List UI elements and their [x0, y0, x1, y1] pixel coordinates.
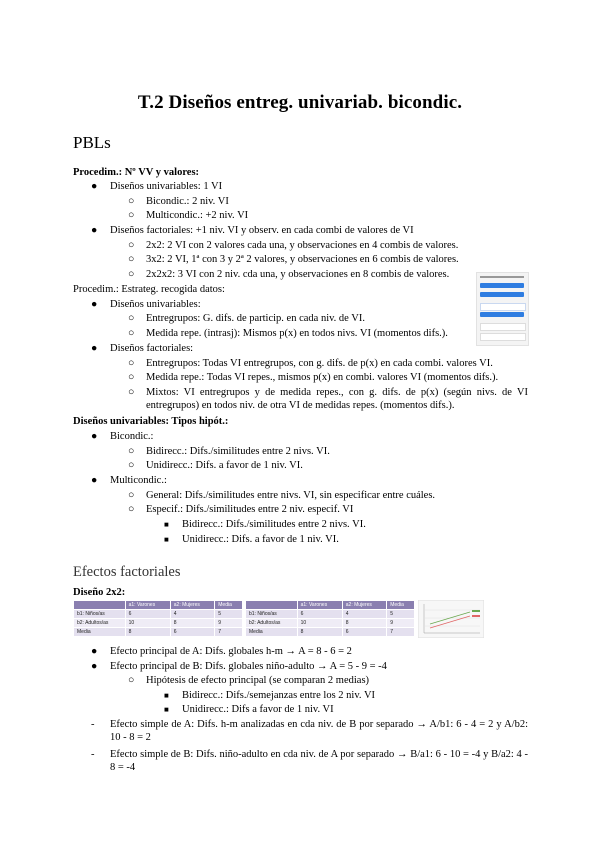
list-item: 2x2: 2 VI con 2 valores cada una, y observaciones en 4 combis de valores.: [146, 240, 459, 251]
table-cell: 8: [170, 619, 215, 628]
bullet-disc-icon: ●: [91, 299, 98, 310]
bullet-dash-icon: -: [91, 749, 95, 760]
table-cell: b2: Adultos/as: [74, 619, 126, 628]
tipos-hipot-label: Diseños univariables: Tipos hipót.:: [73, 416, 229, 427]
list-item: Bicondic.: 2 niv. VI: [146, 196, 229, 207]
bullet-circle-icon: ○: [128, 210, 135, 221]
table-cell: 7: [387, 628, 415, 637]
bullet-disc-icon: ●: [91, 431, 98, 442]
bullet-circle-icon: ○: [128, 490, 135, 501]
table-header-cell: [74, 601, 126, 610]
list-item: Unidirecc.: Difs. a favor de 1 niv. VI.: [182, 534, 339, 545]
bullet-square-icon: ■: [164, 535, 169, 544]
table-cell: 4: [342, 610, 387, 619]
table-header-cell: Media: [387, 601, 415, 610]
list-item: Bidirecc.: Difs./semejanzas entre los 2 niv. VI: [182, 690, 376, 701]
bullet-circle-icon: ○: [128, 196, 135, 207]
list-item: 3x2: 2 VI, 1ª con 3 y 2ª 2 valores, y observaciones en 6 combis de valores.: [146, 254, 459, 265]
list-item: Entregrupos: Todas VI entregrupos, con g. difs. de p(x) en cada combi. valores VI.: [146, 358, 493, 369]
table-cell: 6: [170, 628, 215, 637]
chart-thumbnail: [418, 600, 484, 638]
bullet-disc-icon: ●: [91, 343, 98, 354]
list-item: Multicondic.:: [110, 475, 167, 486]
table-header-cell: [246, 601, 298, 610]
table-cell: 9: [215, 619, 243, 628]
list-item: Bidirecc.: Difs./similitudes entre 2 nivs. VI.: [146, 446, 330, 457]
bullet-circle-icon: ○: [128, 358, 135, 369]
bullet-circle-icon: ○: [128, 372, 135, 383]
table-cell: 6: [125, 610, 170, 619]
list-item: Mixtos: VI entregrupos y de medida repes., con g. difs. de p(x) (según nivs. de VI entregrupos) en todos niv. de otra VI de medidas repes. (momentos difs.).: [146, 387, 528, 411]
table-header-cell: a2: Mujeres: [170, 601, 215, 610]
bullet-disc-icon: ●: [91, 225, 98, 236]
table-cell: 8: [342, 619, 387, 628]
list-item: Hipótesis de efecto principal (se comparan 2 medias): [146, 675, 370, 686]
list-item: Efecto principal de B: Difs. globales niño-adulto → A = 5 - 9 = -4: [110, 661, 387, 672]
list-item: Medida repe. (intrasj): Mismos p(x) en todos nivs. VI (momentos difs.).: [146, 328, 448, 339]
table-cell: 9: [387, 619, 415, 628]
table-cell: 6: [342, 628, 387, 637]
estrateg-label: Procedim.: Estrateg. recogida datos:: [73, 284, 225, 295]
bullet-circle-icon: ○: [128, 675, 135, 686]
bullet-circle-icon: ○: [128, 460, 135, 471]
page-title: T.2 Diseños entreg. univariab. bicondic.: [137, 92, 463, 113]
bullet-disc-icon: ●: [91, 475, 98, 486]
embedded-screenshot-thumbnail: [476, 272, 529, 346]
table-cell: b2: Adultos/as: [246, 619, 298, 628]
list-item: Especif.: Difs./similitudes entre 2 niv. especif. VI: [146, 504, 354, 515]
list-item: Efecto simple de A: Difs. h-m analizadas en cda niv. de B por separado → A/b1: 6 - 4 = 2 y A/b2: 10 - 8 = 2: [110, 719, 528, 743]
bullet-square-icon: ■: [164, 691, 169, 700]
list-item: Diseños univariables:: [110, 299, 201, 310]
section-heading-efectos: Efectos factoriales: [73, 564, 181, 580]
bullet-disc-icon: ●: [91, 181, 98, 192]
table-cell: 6: [297, 610, 342, 619]
table-header-cell: Media: [215, 601, 243, 610]
table-cell: Media: [246, 628, 298, 637]
table-cell: b1: Niños/as: [74, 610, 126, 619]
section-heading-pbls: PBLs: [73, 133, 111, 152]
table-cell: 7: [215, 628, 243, 637]
list-item: Efecto principal de A: Difs. globales h-m → A = 8 - 6 = 2: [110, 646, 352, 657]
table-header-cell: a2: Mujeres: [342, 601, 387, 610]
bullet-disc-icon: ●: [91, 646, 98, 657]
table-cell: 10: [125, 619, 170, 628]
bullet-square-icon: ■: [164, 520, 169, 529]
list-item: Diseños factoriales: +1 niv. VI y observ. en cada combi de valores de VI: [110, 225, 414, 236]
table-cell: 4: [170, 610, 215, 619]
table-cell: 5: [215, 610, 243, 619]
table-cell: 8: [297, 628, 342, 637]
list-item: Entregrupos: G. difs. de particip. en cada niv. de VI.: [146, 313, 365, 324]
bullet-circle-icon: ○: [128, 313, 135, 324]
list-item: 2x2x2: 3 VI con 2 niv. cda una, y observaciones en 8 combis de valores.: [146, 269, 450, 280]
bullet-dash-icon: -: [91, 719, 95, 730]
list-item: General: Difs./similitudes entre nivs. VI, sin especificar entre cuáles.: [146, 490, 436, 501]
bullet-circle-icon: ○: [128, 269, 135, 280]
list-item: Diseños factoriales:: [110, 343, 194, 354]
list-item: Diseños univariables: 1 VI: [110, 181, 223, 192]
table-cell: b1: Niños/as: [246, 610, 298, 619]
diseno-label: Diseño 2x2:: [73, 587, 126, 598]
list-item: Bicondic.:: [110, 431, 154, 442]
list-item: Unidirecc.: Difs. a favor de 1 niv. VI.: [146, 460, 303, 471]
bullet-circle-icon: ○: [128, 504, 135, 515]
bullet-circle-icon: ○: [128, 240, 135, 251]
list-item: Efecto simple de B: Difs. niño-adulto en cda niv. de A por separado → B/a1: 6 - 10 = -4 y B/a2: 4 - 8 = -4: [110, 749, 528, 773]
bullet-square-icon: ■: [164, 705, 169, 714]
bullet-circle-icon: ○: [128, 254, 135, 265]
list-item: Medida repe.: Todas VI repes., mismos p(x) en combi. valores VI (momentos difs.).: [146, 372, 499, 383]
bullet-disc-icon: ●: [91, 661, 98, 672]
list-item: Multicondic.: +2 niv. VI: [146, 210, 249, 221]
data-table-2: [245, 600, 415, 637]
procedim-vv-label: Procedim.: Nº VV y valores:: [73, 167, 200, 178]
table-cell: 10: [297, 619, 342, 628]
bullet-circle-icon: ○: [128, 387, 135, 398]
bullet-circle-icon: ○: [128, 328, 135, 339]
table-header-cell: a1: Varones: [125, 601, 170, 610]
bullet-circle-icon: ○: [128, 446, 135, 457]
list-item: Unidirecc.: Difs a favor de 1 niv. VI: [182, 704, 334, 715]
table-cell: 5: [387, 610, 415, 619]
table-cell: 8: [125, 628, 170, 637]
data-table-1: [73, 600, 243, 637]
table-cell: Media: [74, 628, 126, 637]
list-item: Bidirecc.: Difs./similitudes entre 2 nivs. VI.: [182, 519, 366, 530]
table-header-cell: a1: Varones: [297, 601, 342, 610]
